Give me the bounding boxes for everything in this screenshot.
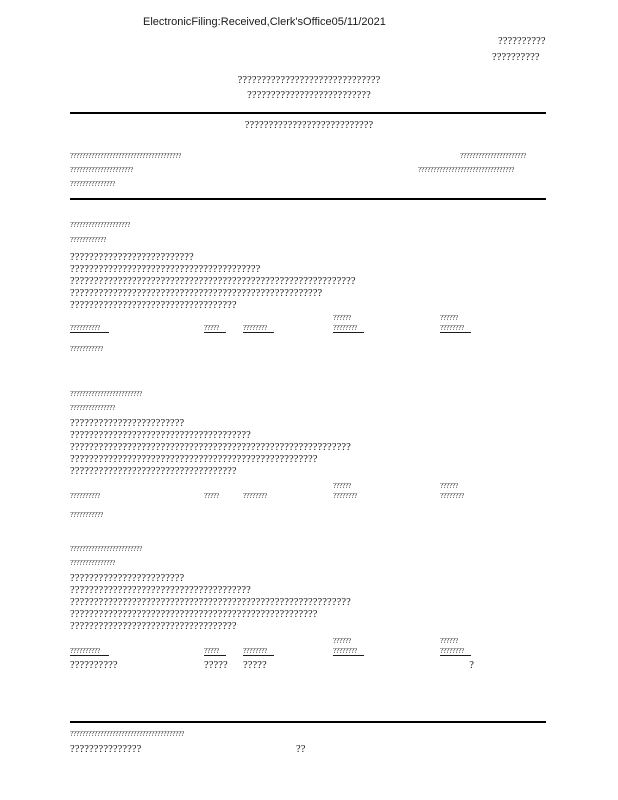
top-right-line-1: ?????????? bbox=[498, 36, 546, 47]
section-2-paragraph-line-3: ??????????????????????????????????????????????????????????? bbox=[70, 442, 351, 453]
section-3-data-row-col3: ????? bbox=[243, 660, 267, 671]
section-2-table-col5-header-bottom: ???????? bbox=[440, 492, 465, 500]
horizontal-rule-1 bbox=[70, 112, 546, 114]
section-2-paragraph-line-5: ??????????????????????????????????? bbox=[70, 466, 237, 477]
section-1-table-col1-header: ?????????? bbox=[70, 324, 109, 332]
caption-left-line-3: ??????????????? bbox=[70, 180, 116, 188]
section-3-paragraph-line-5: ??????????????????????????????????? bbox=[70, 621, 237, 632]
section-2-paragraph-line-2: ?????????????????????????????????????? bbox=[70, 430, 251, 441]
section-3-paragraph-line-3: ??????????????????????????????????????????????????????????? bbox=[70, 597, 351, 608]
section-1-heading-line-1: ???????????????????? bbox=[70, 221, 131, 229]
section-1-paragraph-line-5: ??????????????????????????????????? bbox=[70, 300, 237, 311]
section-3-table-col5-header-top: ?????? bbox=[440, 637, 459, 645]
footer-line-2: ??????????????? bbox=[70, 744, 142, 755]
section-2-paragraph-line-1: ???????????????????????? bbox=[70, 418, 185, 429]
section-2-heading-line-1: ???????????????????????? bbox=[70, 390, 143, 398]
caption-right-line-2: ???????????????????????????????? bbox=[418, 166, 515, 174]
caption-left-line-2: ????????????????????? bbox=[70, 166, 134, 174]
section-1-table-col4-header-bottom: ???????? bbox=[333, 324, 364, 332]
section-3-paragraph-line-1: ???????????????????????? bbox=[70, 573, 185, 584]
section-3-heading-line-1: ???????????????????????? bbox=[70, 545, 143, 553]
footer-line-1: ?????????????????????????????????????? bbox=[70, 730, 185, 738]
caption-right-line-1: ?????????????????????? bbox=[460, 152, 527, 160]
section-2-sub-row: ??????????? bbox=[70, 511, 104, 519]
top-right-line-2: ?????????? bbox=[492, 52, 540, 63]
section-1-heading-line-2: ???????????? bbox=[70, 236, 107, 244]
section-2-table-col2-header: ????? bbox=[204, 492, 220, 500]
section-3-paragraph-line-2: ?????????????????????????????????????? bbox=[70, 585, 251, 596]
section-3-table-col4-header-top: ?????? bbox=[333, 637, 352, 645]
section-3-table-col4-header-bottom: ???????? bbox=[333, 647, 364, 655]
court-title-line-2: ?????????????????????????? bbox=[247, 90, 371, 101]
section-2-table-col4-header-top: ?????? bbox=[333, 482, 352, 490]
section-1-table-col5-header-bottom: ???????? bbox=[440, 324, 471, 332]
section-3-table-col1-header: ?????????? bbox=[70, 647, 109, 655]
section-1-paragraph-line-2: ???????????????????????????????????????? bbox=[70, 264, 261, 275]
section-2-table-col5-header-top: ?????? bbox=[440, 482, 459, 490]
horizontal-rule-3 bbox=[70, 721, 546, 723]
section-1-paragraph-line-1: ?????????????????????????? bbox=[70, 252, 194, 263]
caption-left-line-1: ????????????????????????????????????? bbox=[70, 152, 182, 160]
section-1-sub-row: ??????????? bbox=[70, 345, 104, 353]
section-2-heading-line-2: ??????????????? bbox=[70, 404, 116, 412]
horizontal-rule-2 bbox=[70, 198, 546, 200]
section-1-table-col3-header: ???????? bbox=[243, 324, 274, 332]
section-2-table-col4-header-bottom: ???????? bbox=[333, 492, 358, 500]
section-2-table-col1-header: ?????????? bbox=[70, 492, 101, 500]
section-2-paragraph-line-4: ???????????????????????????????????????????????????? bbox=[70, 454, 318, 465]
court-title-line-1: ?????????????????????????????? bbox=[237, 75, 381, 86]
section-3-table-col3-header: ???????? bbox=[243, 647, 274, 655]
section-3-heading-line-2: ??????????????? bbox=[70, 559, 116, 567]
section-3-table-col5-header-bottom: ???????? bbox=[440, 647, 471, 655]
section-3-data-row-col1: ?????????? bbox=[70, 660, 118, 671]
section-3-data-row-col5: ? bbox=[469, 660, 474, 671]
section-2-table-col3-header: ???????? bbox=[243, 492, 268, 500]
section-1-table-col5-header-top: ?????? bbox=[440, 314, 459, 322]
efiling-stamp: Electronic Filing: Received, Clerk's Office 05/11/2021 bbox=[143, 16, 386, 28]
section-1-table-col2-header: ????? bbox=[204, 324, 226, 332]
case-number-line: ??????????????????????????? bbox=[244, 120, 374, 131]
section-3-paragraph-line-4: ???????????????????????????????????????????????????? bbox=[70, 609, 318, 620]
footer-center-mark: ?? bbox=[296, 744, 306, 755]
section-1-table-col4-header-top: ?????? bbox=[333, 314, 352, 322]
section-3-data-row-col2: ????? bbox=[204, 660, 228, 671]
section-1-paragraph-line-4: ????????????????????????????????????????????????????? bbox=[70, 288, 323, 299]
section-1-paragraph-line-3: ???????????????????????????????????????????????????????????? bbox=[70, 276, 356, 287]
section-3-table-col2-header: ????? bbox=[204, 647, 226, 655]
